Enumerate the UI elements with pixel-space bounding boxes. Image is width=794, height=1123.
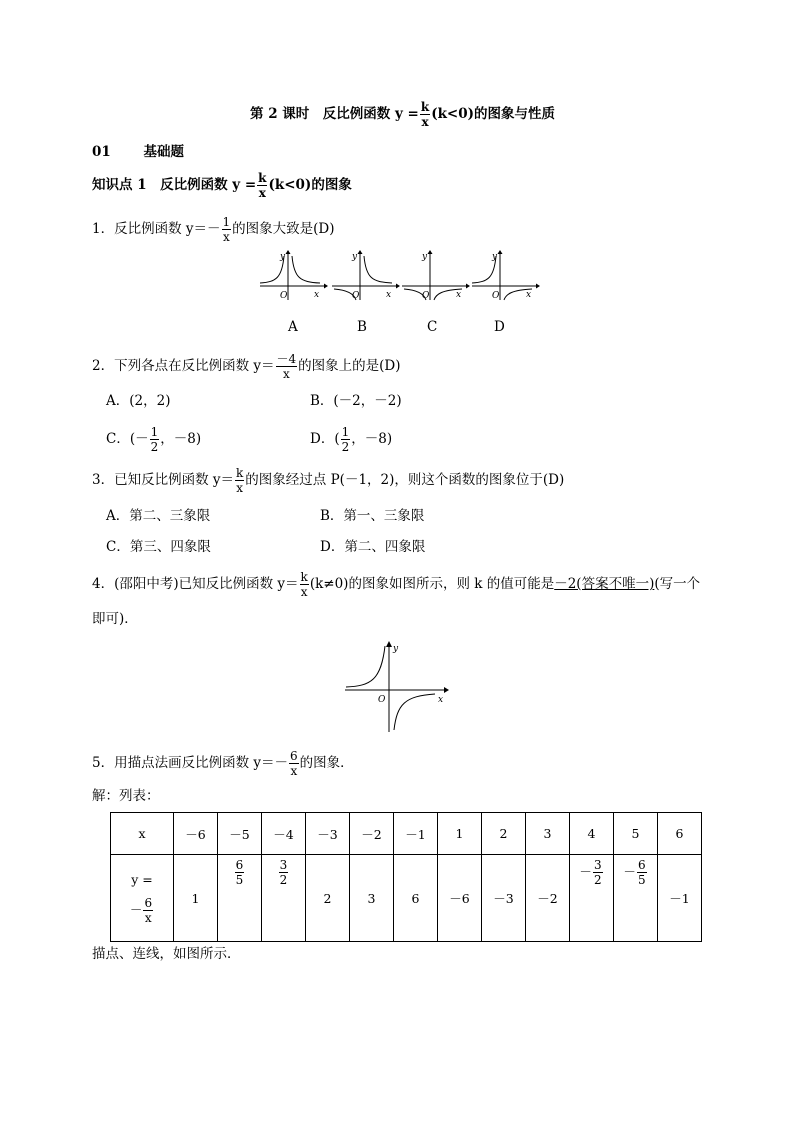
q1-fraction	[222, 216, 232, 243]
q5-solution: 解：列表：	[92, 788, 160, 804]
q3-option-c: C．第三、四象限	[106, 539, 211, 555]
y-sign: －	[669, 891, 682, 906]
q2-frac-den: x	[282, 367, 290, 381]
table-head-fraction	[143, 897, 153, 924]
q1-d-y: y	[492, 252, 498, 262]
question-2	[92, 353, 401, 380]
title-prefix: 第 2 课时 反比例函数 y =	[250, 106, 419, 122]
knowledge-suffix: (k<0)的图象	[268, 177, 352, 193]
table-cell	[306, 855, 350, 942]
title-fraction	[420, 101, 430, 128]
q3-option-d: D．第二、四象限	[320, 539, 426, 555]
y-value: 6	[411, 890, 420, 906]
table-cell	[350, 855, 394, 942]
y-fraction	[637, 859, 647, 886]
q2-d-den: 2	[341, 440, 350, 454]
knowledge-frac-num: k	[258, 171, 267, 185]
table-cell	[174, 855, 218, 942]
q4-mid: (k≠0)的图象如图所示，则 k 的值可能是	[309, 576, 555, 592]
q2-c-num: 1	[150, 425, 159, 439]
q3-lead: 3．已知反比例函数 y＝	[92, 472, 235, 488]
y-sign: －	[493, 891, 506, 906]
y-value: 3	[505, 891, 514, 906]
q2-d-fraction	[341, 426, 351, 453]
q4-fraction	[300, 571, 309, 598]
q1-a-y: y	[280, 252, 286, 262]
table-cell: －6	[174, 813, 218, 855]
q1-a-origin: O	[280, 291, 288, 301]
y-sign: －	[449, 891, 462, 906]
q2-c-pre: C．(－	[106, 431, 149, 447]
table-row-y	[111, 855, 702, 942]
table-head-num: 6	[144, 896, 153, 910]
y-value: 1	[681, 891, 690, 906]
q1-c-y: y	[422, 252, 428, 262]
table-head-y	[111, 855, 174, 942]
table-cell	[614, 855, 658, 942]
y-frac-num: 6	[235, 858, 244, 872]
q4-frac-num: k	[300, 570, 308, 584]
table-head-y-sign: －	[129, 902, 143, 917]
q4-frac-den: x	[300, 585, 308, 599]
q1-c-x: x	[456, 290, 462, 300]
q2-c-post: ，－8)	[160, 431, 202, 447]
value-table	[110, 812, 702, 942]
q2-option-c	[106, 426, 201, 453]
table-cell: 3	[526, 813, 570, 855]
q1-label-a: A	[288, 319, 298, 335]
table-cell: －1	[394, 813, 438, 855]
y-frac-den: 2	[279, 873, 288, 887]
knowledge-prefix: 知识点 1 反比例函数 y =	[92, 177, 257, 193]
question-3	[92, 467, 564, 494]
table-cell	[658, 855, 702, 942]
table-head-y-frac	[111, 897, 173, 924]
y-sign: －	[623, 864, 636, 879]
q1-label-c: C	[427, 319, 438, 335]
table-head-y-top: y =	[131, 872, 153, 887]
table-cell	[438, 855, 482, 942]
q4-line-2: 即可)．	[92, 611, 138, 627]
y-sign: －	[579, 864, 592, 879]
knowledge-point-heading	[92, 172, 352, 199]
q3-fraction	[235, 467, 244, 494]
question-4	[92, 571, 700, 598]
q3-option-a: A．第二、三象限	[106, 508, 211, 524]
q5-fraction	[289, 750, 299, 777]
q4-lead: 4．(邵阳中考)已知反比例函数 y＝	[92, 576, 299, 592]
q1-tail: 的图象大致是(D)	[232, 221, 335, 237]
q1-label-d: D	[494, 319, 505, 335]
y-value: 6	[461, 891, 470, 906]
q2-d-num: 1	[341, 425, 350, 439]
q5-tail: 的图象．	[299, 755, 354, 771]
q2-option-d	[310, 426, 392, 453]
y-frac-num: 3	[279, 858, 288, 872]
y-value: 3	[367, 890, 376, 906]
q1-a-x: x	[314, 290, 320, 300]
q2-lead: 2．下列各点在反比例函数 y＝	[92, 358, 275, 374]
q1-b-x: x	[386, 290, 392, 300]
y-fraction	[235, 859, 245, 886]
table-cell: －4	[262, 813, 306, 855]
q5-lead: 5．用描点法画反比例函数 y＝－	[92, 755, 289, 771]
table-cell	[526, 855, 570, 942]
q1-d-x: x	[526, 290, 532, 300]
q1-graph-c	[400, 250, 470, 302]
y-fraction	[593, 859, 603, 886]
table-cell: 1	[438, 813, 482, 855]
q1-b-origin: O	[352, 291, 360, 301]
q3-frac-den: x	[236, 481, 244, 495]
q4-origin: O	[378, 695, 386, 705]
table-cell: 4	[570, 813, 614, 855]
q4-axis-y: y	[393, 644, 399, 654]
q5-after-table: 描点、连线，如图所示．	[92, 946, 241, 962]
table-head-den: x	[144, 911, 152, 925]
table-cell	[394, 855, 438, 942]
question-1	[92, 216, 335, 243]
section-number: 01	[92, 144, 111, 160]
q3-option-b: B．第一、三象限	[320, 508, 425, 524]
table-cell: －2	[350, 813, 394, 855]
q1-frac-num: 1	[222, 215, 231, 229]
table-cell	[262, 855, 306, 942]
q2-c-fraction	[150, 426, 160, 453]
q2-fraction	[276, 353, 298, 380]
q1-d-origin: O	[492, 291, 500, 301]
table-cell	[482, 855, 526, 942]
q3-tail: 的图象经过点 P(－1，2)，则这个函数的图象位于(D)	[245, 472, 565, 488]
question-5	[92, 750, 354, 777]
table-cell: 5	[614, 813, 658, 855]
q2-d-post: ，－8)	[351, 431, 393, 447]
q1-c-origin: O	[422, 291, 430, 301]
y-value: 2	[323, 890, 332, 906]
y-frac-num: 6	[637, 858, 646, 872]
section-heading	[92, 146, 184, 160]
q2-tail: 的图象上的是(D)	[298, 358, 401, 374]
table-row-x	[111, 813, 702, 855]
table-cell: 6	[658, 813, 702, 855]
q5-frac-num: 6	[290, 749, 298, 763]
q2-c-den: 2	[150, 440, 159, 454]
q2-option-b: B．(－2，－2)	[310, 393, 402, 409]
q1-label-b: B	[357, 319, 367, 335]
knowledge-fraction	[257, 172, 267, 199]
q4-graph	[343, 640, 453, 734]
page-title	[250, 101, 555, 128]
table-cell: 2	[482, 813, 526, 855]
table-head-x: x	[111, 813, 174, 855]
q1-frac-den: x	[222, 230, 230, 244]
q2-option-a: A．(2，2)	[106, 393, 171, 409]
q4-answer: －2(答案不唯一)	[554, 576, 655, 592]
table-cell	[570, 855, 614, 942]
q2-frac-num: －4	[276, 352, 297, 366]
q2-d-pre: D．(	[310, 431, 340, 447]
y-sign: －	[537, 891, 550, 906]
q1-graph-b	[330, 250, 400, 302]
q1-lead: 1．反比例函数 y＝－	[92, 221, 221, 237]
table-cell: －5	[218, 813, 262, 855]
q4-tail: (写一个	[654, 576, 701, 592]
title-suffix: (k<0)的图象与性质	[431, 106, 556, 122]
y-value: 2	[549, 891, 558, 906]
section-name: 基础题	[143, 144, 184, 160]
table-cell: －3	[306, 813, 350, 855]
title-frac-den: x	[421, 115, 429, 129]
knowledge-frac-den: x	[258, 186, 266, 200]
y-frac-num: 3	[593, 858, 602, 872]
y-frac-den: 5	[637, 873, 646, 887]
q1-graph-d	[470, 250, 540, 302]
q1-graph-a	[258, 250, 328, 302]
y-frac-den: 2	[593, 873, 602, 887]
q3-frac-num: k	[236, 466, 244, 480]
q4-axis-x: x	[438, 695, 444, 705]
q1-b-y: y	[352, 252, 358, 262]
q5-frac-den: x	[290, 764, 298, 778]
y-value: 1	[191, 890, 200, 906]
title-frac-num: k	[420, 100, 430, 114]
table-cell	[218, 855, 262, 942]
y-frac-den: 5	[235, 873, 244, 887]
y-fraction	[279, 859, 289, 886]
